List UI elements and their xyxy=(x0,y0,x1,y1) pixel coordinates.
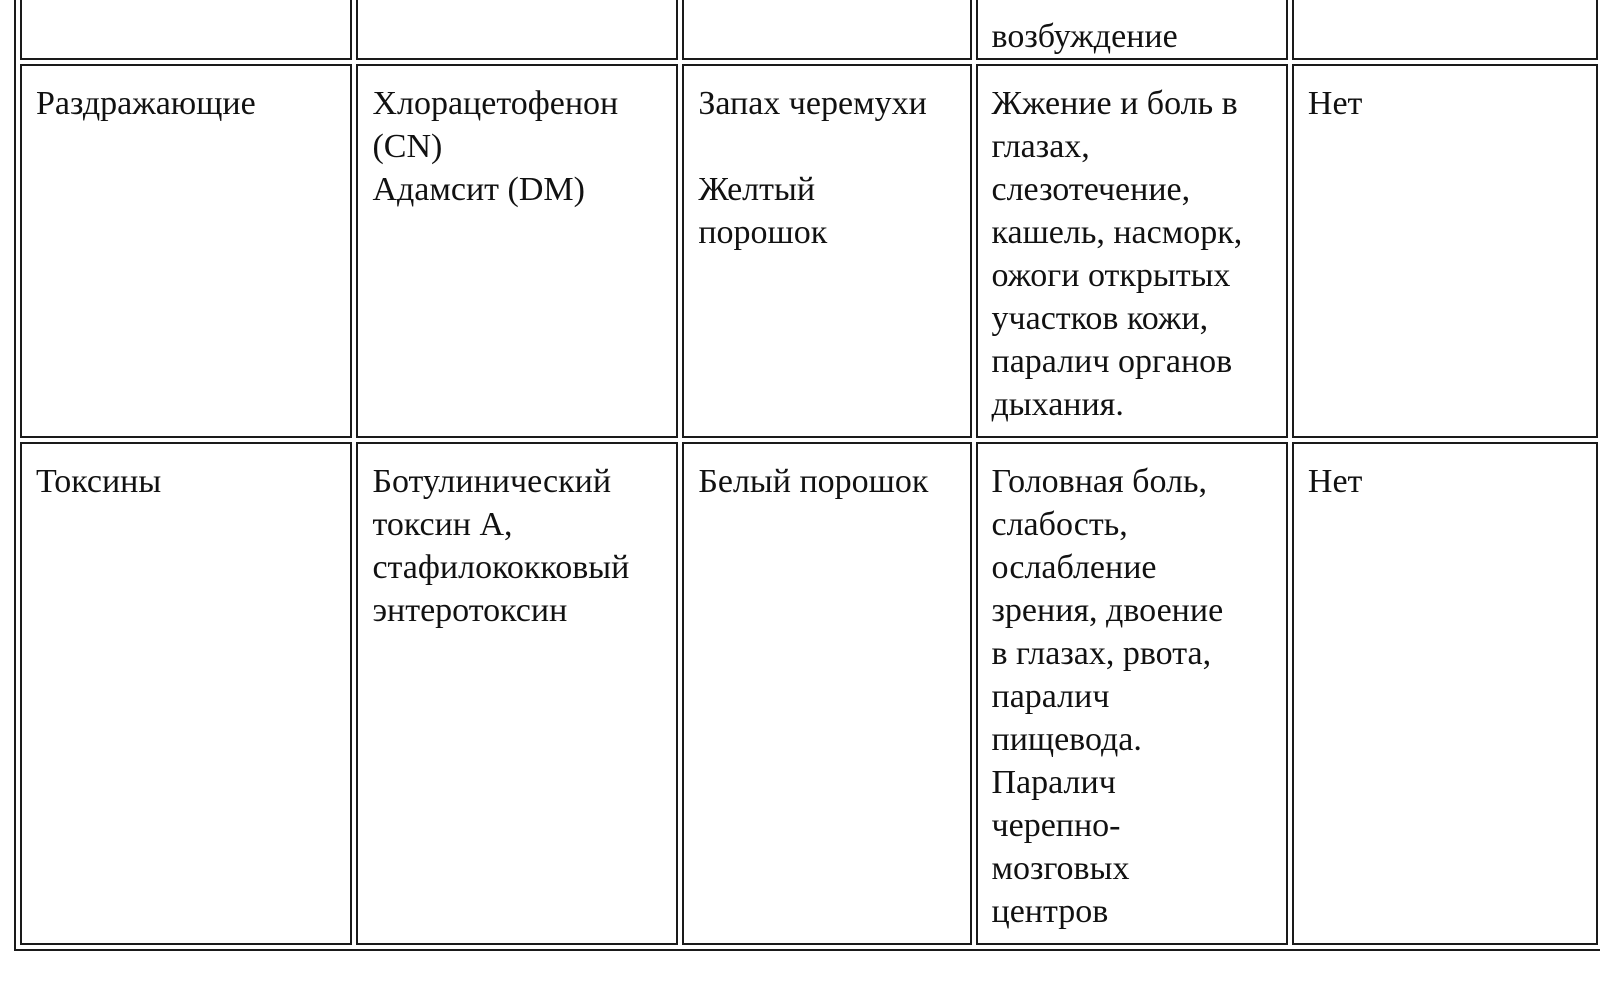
table-row-continued xyxy=(20,0,1598,60)
toxic-agents-table xyxy=(14,0,1600,951)
appearance-cell: Запах черемухи Желтый порошок xyxy=(682,64,971,438)
antidote-cell xyxy=(1292,0,1598,60)
antidote-cell: Нет xyxy=(1292,64,1598,438)
table-row-irritants xyxy=(20,64,1598,438)
symptoms-cell: возбуждение xyxy=(976,0,1288,60)
appearance-cell: Белый порошок xyxy=(682,442,971,945)
agents-cell: Ботулинический токсин А, стафилококковый энтеротоксин xyxy=(356,442,678,945)
appearance-cell xyxy=(682,0,971,60)
symptoms-cell: Головная боль, слабость, ослабление зрения, двоение в глазах, рвота, паралич пищевода. Паралич черепно- мозговых центров xyxy=(976,442,1288,945)
antidote-cell: Нет xyxy=(1292,442,1598,945)
agents-cell: Хлорацетофенон (CN) Адамсит (DM) xyxy=(356,64,678,438)
symptoms-cell: Жжение и боль в глазах, слезотечение, кашель, насморк, ожоги открытых участков кожи, паралич органов дыхания. xyxy=(976,64,1288,438)
agents-cell xyxy=(356,0,678,60)
table-row-toxins xyxy=(20,442,1598,945)
group-cell: Токсины xyxy=(20,442,352,945)
group-cell: Раздражающие xyxy=(20,64,352,438)
group-cell xyxy=(20,0,352,60)
